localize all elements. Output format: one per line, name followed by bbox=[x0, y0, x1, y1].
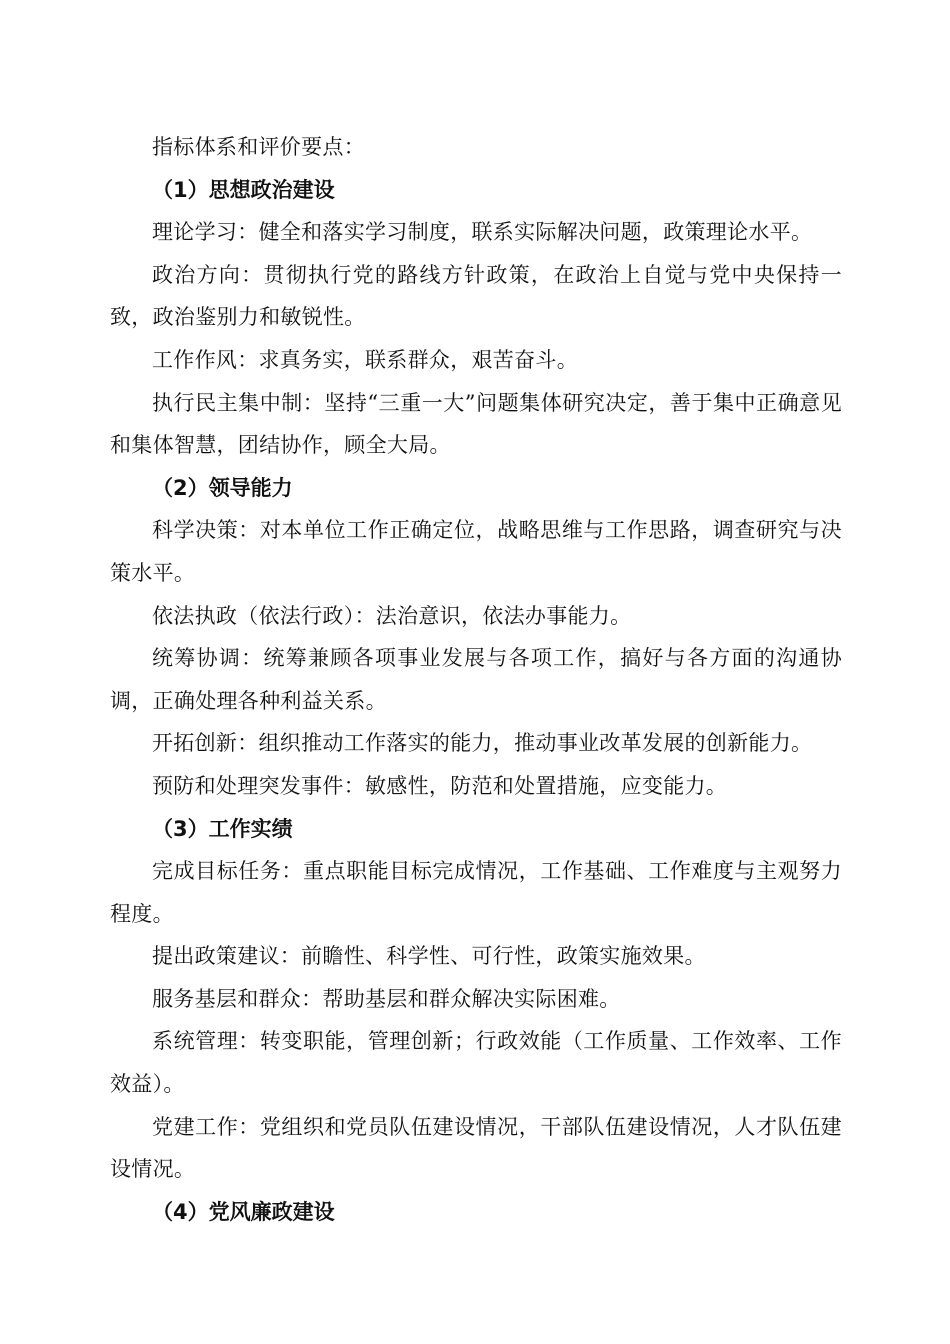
paragraph: 完成目标任务：重点职能目标完成情况，工作基础、工作难度与主观努力程度。 bbox=[110, 859, 842, 926]
paragraph: 理论学习：健全和落实学习制度，联系实际解决问题，政策理论水平。 bbox=[152, 220, 813, 245]
paragraph: 开拓创新：组织推动工作落实的能力，推动事业改革发展的创新能力。 bbox=[152, 731, 813, 756]
paragraph: 科学决策：对本单位工作正确定位，战略思维与工作思路，调查研究与决策水平。 bbox=[110, 518, 842, 585]
document-page bbox=[110, 126, 842, 1233]
paragraph: 执行民主集中制：坚持“三重一大”问题集体研究决定，善于集中正确意见和集体智慧，团结协作，顾全大局。 bbox=[110, 390, 842, 458]
section-heading-2: （2）领导能力 bbox=[152, 475, 293, 500]
paragraph: 工作作风：求真务实，联系群众，艰苦奋斗。 bbox=[152, 347, 578, 372]
paragraph: 提出政策建议：前瞻性、科学性、可行性，政策实施效果。 bbox=[152, 944, 706, 969]
paragraph: 依法执政（依法行政）：法治意识，依法办事能力。 bbox=[152, 603, 632, 628]
paragraph: 系统管理：转变职能，管理创新；行政效能（工作质量、工作效率、工作效益）。 bbox=[110, 1029, 842, 1097]
section-heading-3: （3）工作实绩 bbox=[152, 816, 293, 841]
intro-paragraph: 指标体系和评价要点： bbox=[152, 135, 365, 159]
section-heading-4: （4）党风廉政建设 bbox=[152, 1199, 335, 1224]
section-heading-1: （1）思想政治建设 bbox=[152, 177, 335, 202]
paragraph: 政治方向：贯彻执行党的路线方针政策，在政治上自觉与党中央保持一致，政治鉴别力和敏锐性。 bbox=[110, 262, 842, 330]
paragraph: 预防和处理突发事件：敏感性，防范和处置措施，应变能力。 bbox=[152, 773, 728, 798]
paragraph: 党建工作：党组织和党员队伍建设情况，干部队伍建设情况，人才队伍建设情况。 bbox=[110, 1114, 842, 1182]
paragraph: 统筹协调：统筹兼顾各项事业发展与各项工作，搞好与各方面的沟通协调，正确处理各种利益关系。 bbox=[110, 646, 842, 713]
paragraph: 服务基层和群众：帮助基层和群众解决实际困难。 bbox=[152, 986, 621, 1011]
